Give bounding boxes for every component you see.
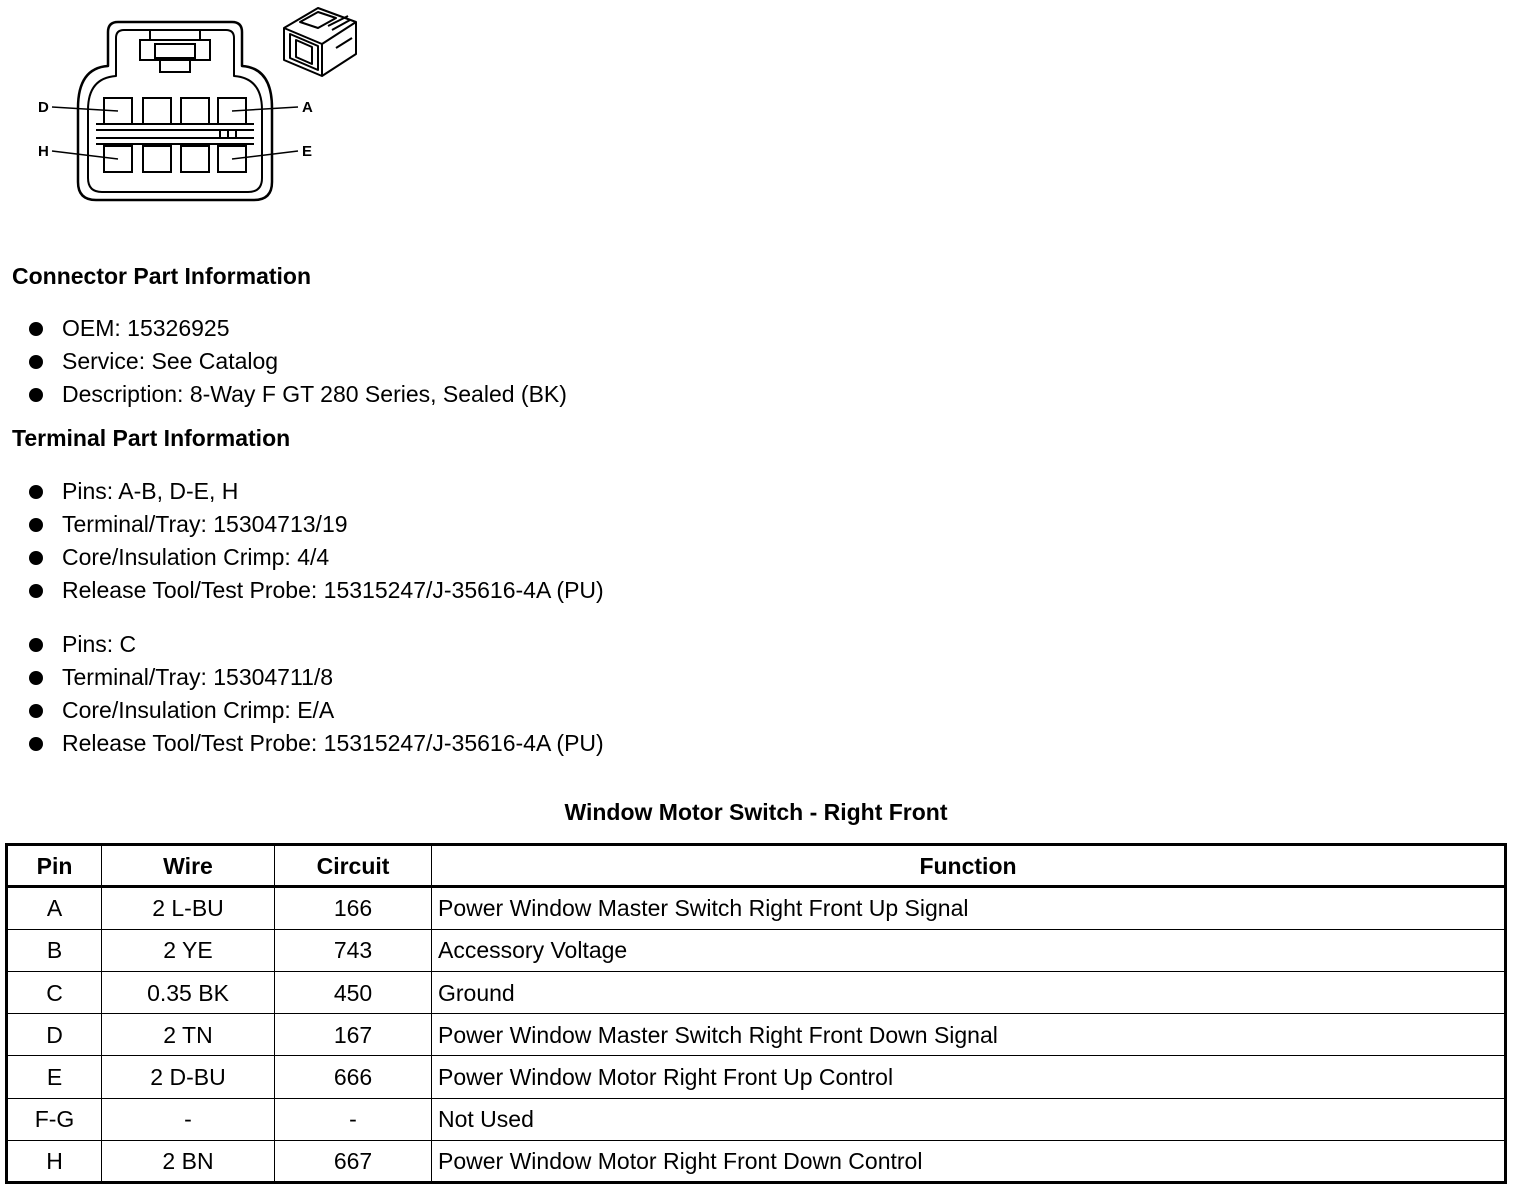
table-header-row [7,845,1506,887]
cell-circuit: 667 [275,1141,432,1183]
list-item: Description: 8-Way F GT 280 Series, Sealed (BK) [28,378,567,411]
cell-function: Power Window Master Switch Right Front Up Signal [432,887,1506,929]
cell-function: Accessory Voltage [432,929,1506,971]
cell-wire: 2 TN [102,1014,275,1056]
pin-label-e: E [302,143,313,160]
cell-function: Power Window Motor Right Front Up Control [432,1056,1506,1098]
cell-circuit: 666 [275,1056,432,1098]
pin-label-d: D [38,99,49,116]
cell-wire: 2 L-BU [102,887,275,929]
cell-function: Ground [432,971,1506,1013]
connector-isometric-thumbnail [284,8,356,76]
cell-wire: 0.35 BK [102,971,275,1013]
table-row [7,1098,1506,1140]
list-item: Release Tool/Test Probe: 15315247/J-35616-4A (PU) [28,574,604,607]
cell-circuit: 167 [275,1014,432,1056]
pin-cavities [104,98,246,172]
list-item: Service: See Catalog [28,345,567,378]
cell-pin: F-G [7,1098,102,1140]
connector-part-info-heading: Connector Part Information [12,263,312,289]
column-header-wire: Wire [102,845,275,887]
list-item: Core/Insulation Crimp: E/A [28,694,604,727]
cell-pin: C [7,971,102,1013]
column-header-pin: Pin [7,845,102,887]
cell-pin: B [7,929,102,971]
cell-pin: D [7,1014,102,1056]
list-item: Terminal/Tray: 15304711/8 [28,661,604,694]
terminal-part-info-heading: Terminal Part Information [12,425,291,451]
list-item: OEM: 15326925 [28,312,567,345]
connector-diagram [0,0,380,215]
cell-function: Power Window Master Switch Right Front Down Signal [432,1014,1506,1056]
table-row [7,929,1506,971]
cell-wire: 2 BN [102,1141,275,1183]
table-row [7,1014,1506,1056]
terminal-group-1-list [28,475,604,607]
pin-label-a: A [302,99,313,116]
cell-wire: 2 YE [102,929,275,971]
cell-wire: - [102,1098,275,1140]
cell-circuit: 450 [275,971,432,1013]
connector-latch [140,30,210,72]
table-title: Window Motor Switch - Right Front [564,799,948,825]
column-header-circuit: Circuit [275,845,432,887]
table-row [7,887,1506,929]
cell-circuit: 166 [275,887,432,929]
list-item: Terminal/Tray: 15304713/19 [28,508,604,541]
cell-function: Power Window Motor Right Front Down Control [432,1141,1506,1183]
column-header-function: Function [432,845,1506,887]
cell-circuit: - [275,1098,432,1140]
list-item: Release Tool/Test Probe: 15315247/J-35616-4A (PU) [28,727,604,760]
table-row [7,971,1506,1013]
pin-table [5,843,1507,1184]
table-row [7,1141,1506,1183]
list-item: Pins: A-B, D-E, H [28,475,604,508]
connector-part-info-list [28,312,567,411]
table-row [7,1056,1506,1098]
terminal-group-2-list [28,628,604,760]
cell-circuit: 743 [275,929,432,971]
cell-pin: H [7,1141,102,1183]
list-item: Pins: C [28,628,604,661]
cell-wire: 2 D-BU [102,1056,275,1098]
cell-function: Not Used [432,1098,1506,1140]
cell-pin: A [7,887,102,929]
cell-pin: E [7,1056,102,1098]
list-item: Core/Insulation Crimp: 4/4 [28,541,604,574]
connector-center-bands [96,124,254,144]
pin-label-h: H [38,143,49,160]
